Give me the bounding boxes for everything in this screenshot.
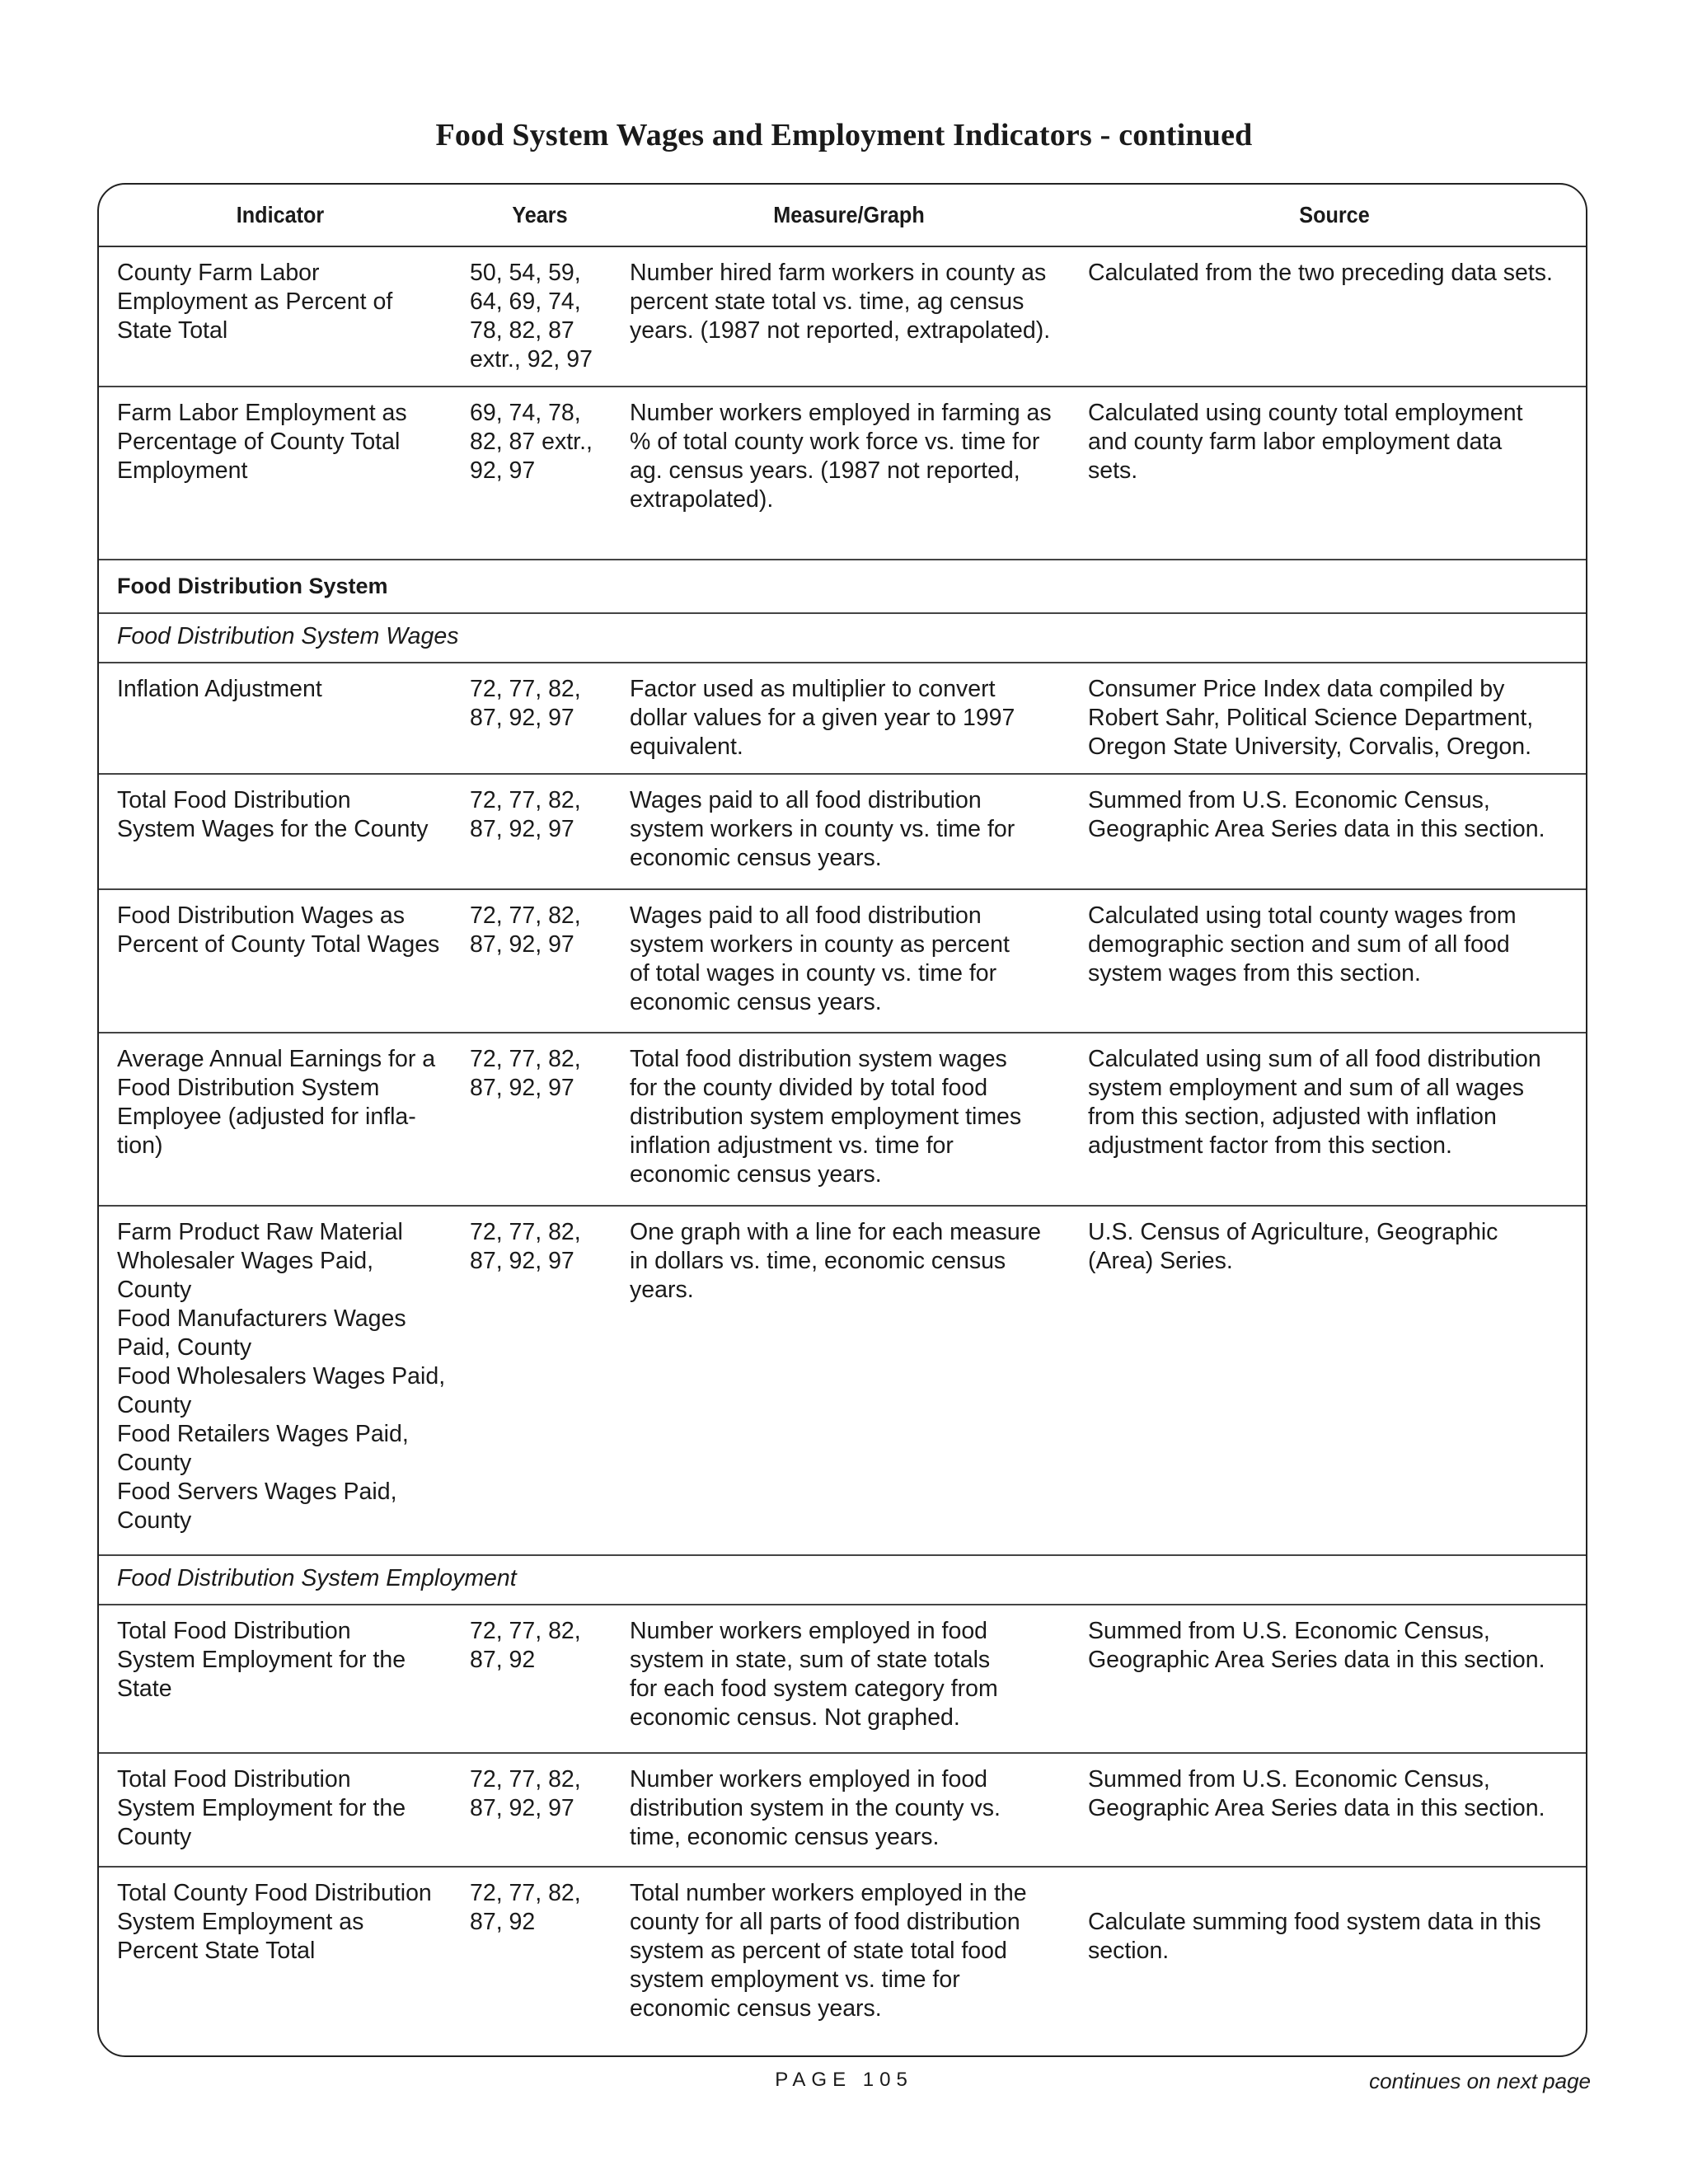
subsection-row: [99, 1555, 1587, 1605]
measure-cell: Wages paid to all food distribution system workers in county vs. time for economic census years.: [618, 774, 1080, 889]
indicator-cell: Food Distribution Wages as Percent of County Total Wages: [99, 889, 462, 1033]
source-cell: Calculated using county total employment and county farm labor employment data sets.: [1080, 387, 1587, 560]
indicator-cell: County Farm Labor Employment as Percent of State Total: [99, 246, 462, 387]
header-years: Years: [470, 185, 611, 246]
source-cell: Calculated from the two preceding data sets.: [1080, 246, 1587, 387]
table-header-row: [99, 185, 1587, 246]
source-cell: Summed from U.S. Economic Census, Geographic Area Series data in this section.: [1080, 1753, 1587, 1867]
indicator-cell: Farm Product Raw Material Wholesaler Wages Paid, County Food Manufacturers Wages Paid, County Food Wholesalers Wages Paid, County Food Retailers Wages Paid, County Food Servers Wages Paid, County: [99, 1206, 462, 1555]
years-cell: 72, 77, 82, 87, 92, 97: [462, 774, 618, 889]
table-row: [99, 1753, 1587, 1867]
indicators-table: [99, 185, 1587, 2057]
table-row: [99, 663, 1587, 774]
measure-cell: One graph with a line for each measure in dollars vs. time, economic census years.: [618, 1206, 1080, 1555]
table-row: [99, 246, 1587, 387]
source-cell: Calculate summing food system data in this section.: [1088, 1909, 1541, 1964]
page-title: Food System Wages and Employment Indicators - continued: [435, 118, 1253, 152]
source-cell: U.S. Census of Agriculture, Geographic (Area) Series.: [1080, 1206, 1587, 1555]
header-source: Source: [1105, 185, 1564, 246]
source-cell: Summed from U.S. Economic Census, Geographic Area Series data in this section.: [1080, 1605, 1587, 1753]
table-row: [99, 1033, 1587, 1206]
table-body: [99, 246, 1587, 2057]
table-row: [99, 1206, 1587, 1555]
indicator-cell: Total Food Distribution System Wages for the County: [99, 774, 462, 889]
subsection-label: Food Distribution System Wages: [99, 613, 1587, 663]
years-cell: 72, 77, 82, 87, 92, 97: [462, 1206, 618, 1555]
source-cell: Calculated using total county wages from demographic section and sum of all food system wages from this section.: [1080, 889, 1587, 1033]
measure-cell: Total food distribution system wages for the county divided by total food distribution system employment times inflation adjustment vs. time for economic census years.: [618, 1033, 1080, 1206]
years-cell: 50, 54, 59, 64, 69, 74, 78, 82, 87 extr., 92, 97: [462, 246, 618, 387]
measure-cell: Wages paid to all food distribution system workers in county as percent of total wages in county vs. time for economic census years.: [618, 889, 1080, 1033]
indicator-cell: Total Food Distribution System Employment for the State: [99, 1605, 462, 1753]
years-cell: 69, 74, 78, 82, 87 extr., 92, 97: [462, 387, 618, 560]
measure-cell: Number workers employed in food system in state, sum of state totals for each food system category from economic census. Not graphed.: [618, 1605, 1080, 1753]
source-cell: Calculated using sum of all food distribution system employment and sum of all wages from this section, adjusted with inflation adjustment factor from this section.: [1080, 1033, 1587, 1206]
page-number: PAGE 105: [775, 2069, 913, 2091]
years-cell: 72, 77, 82, 87, 92, 97: [462, 663, 618, 774]
years-cell: 72, 77, 82, 87, 92: [462, 1605, 618, 1753]
header-measure-graph: Measure/Graph: [641, 185, 1057, 246]
subsection-label: Food Distribution System Employment: [99, 1555, 1587, 1605]
measure-cell: Total number workers employed in the county for all parts of food distribution system as percent of state total food system employment vs. time for economic census years.: [630, 1880, 1027, 2022]
indicator-cell: Inflation Adjustment: [99, 663, 462, 774]
indicator-cell: Farm Labor Employment as Percentage of County Total Employment: [99, 387, 462, 560]
section-label: Food Distribution System: [99, 560, 1587, 613]
table-row: [99, 1867, 1587, 2057]
table-row: [99, 889, 1587, 1033]
years-cell: 72, 77, 82, 87, 92: [470, 1880, 581, 1935]
measure-cell: Number workers employed in farming as % of total county work force vs. time for ag. census years. (1987 not reported, extrapolated).: [618, 387, 1080, 560]
measure-cell: Factor used as multiplier to convert dollar values for a given year to 1997 equivalent.: [618, 663, 1080, 774]
header-indicator: Indicator: [117, 185, 443, 246]
years-cell: 72, 77, 82, 87, 92, 97: [462, 1033, 618, 1206]
subsection-row: [99, 613, 1587, 663]
section-row: [99, 560, 1587, 613]
measure-cell: Number hired farm workers in county as percent state total vs. time, ag census years. (1987 not reported, extrapolated).: [618, 246, 1080, 387]
table-row: [99, 387, 1587, 560]
indicator-cell: Total County Food Distribution System Employment as Percent State Total: [117, 1880, 432, 1964]
continues-note: continues on next page: [1369, 2069, 1591, 2093]
measure-cell: Number workers employed in food distribution system in the county vs. time, economic census years.: [618, 1753, 1080, 1867]
table-row: [99, 774, 1587, 889]
indicators-table-frame: [97, 183, 1587, 2057]
source-cell: Consumer Price Index data compiled by Robert Sahr, Political Science Department, Oregon State University, Corvalis, Oregon.: [1080, 663, 1587, 774]
indicator-cell: Average Annual Earnings for a Food Distribution System Employee (adjusted for infla- tion): [99, 1033, 462, 1206]
years-cell: 72, 77, 82, 87, 92, 97: [462, 889, 618, 1033]
years-cell: 72, 77, 82, 87, 92, 97: [462, 1753, 618, 1867]
table-row: [99, 1605, 1587, 1753]
source-cell: Summed from U.S. Economic Census, Geographic Area Series data in this section.: [1080, 774, 1587, 889]
indicator-cell: Total Food Distribution System Employment for the County: [99, 1753, 462, 1867]
